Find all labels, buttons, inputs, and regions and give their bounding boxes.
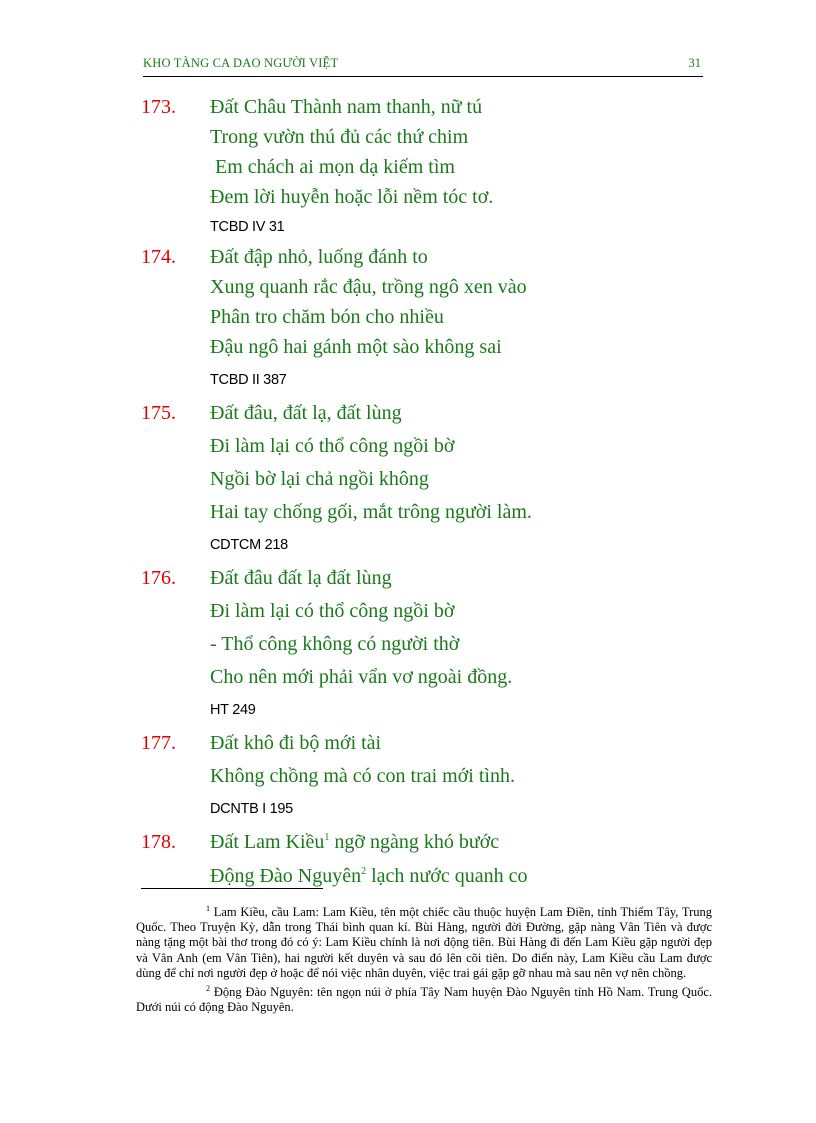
entry-number: 178.: [141, 831, 176, 853]
verse-line: Đất khô đi bộ mới tài: [210, 732, 382, 754]
entry-177: [141, 728, 711, 824]
verse-line: Trong vườn thú đủ các thứ chim: [210, 126, 469, 148]
footnotes: [136, 905, 712, 1019]
footnote-1: $^1$ Lam Kiều, cầu Lam: Lam Kiều, tên một chiếc cầu thuộc huyện Lam Điền, tỉnh Thiểm Tây, Trung Quốc. Theo Truyện Kỳ, dẫn trong Thái bình quan kí. Bùi Hàng, người đời Đường, gặp nàng Vân Tiên và được nàng tặng một bài thơ trong đó có ý: Lam Kiều chính là nơi động tiên. Bùi Hàng đi đến Lam Kiều gặp người đẹp và Vân Anh (em Vân Tiên), hai người kết duyên và sau đó lên cõi tiên. Do điển này, Lam Kiều cầu Lam được dùng để chỉ nơi người đẹp ở hoặc để nói việc nhân duyên, việc trai gái gặp gỡ nhau mà sau nên vợ nên chồng.: [136, 904, 712, 980]
verse-line: Đất đâu, đất lạ, đất lùng: [210, 402, 402, 424]
verse-line: Phân tro chăm bón cho nhiều: [210, 306, 444, 328]
source-citation: CDTCM 218: [210, 537, 288, 553]
verse-line: Đi làm lại có thổ công ngồi bờ: [210, 600, 455, 622]
verse-line: - Thổ công không có người thờ: [210, 633, 460, 655]
verse-line: Động Đào Nguyên$^2$ lạch nước quanh co: [210, 865, 528, 887]
source-citation: TCBD IV 31: [210, 219, 285, 235]
footnote-ref[interactable]: 2: [361, 866, 367, 877]
entry-number: 176.: [141, 567, 176, 589]
entry-178: [141, 827, 711, 891]
footnote-mark: 2: [206, 984, 210, 994]
verse-entries: [141, 92, 711, 891]
verse-line: Cho nên mới phải vẩn vơ ngoài đồng.: [210, 666, 513, 688]
footnote-2: $^2$ Động Đào Nguyên: tên ngọn núi ở phía Tây Nam huyện Đào Nguyên tỉnh Hồ Nam. Trung Quốc. Dưới núi có động Đào Nguyên.: [136, 984, 712, 1015]
page-number: 31: [688, 56, 701, 70]
verse-line: Đất Lam Kiều$^1$ ngỡ ngàng khó bước: [210, 831, 500, 853]
footnote-separator: [141, 888, 323, 889]
footnote-mark: 1: [206, 904, 210, 913]
entry-number: 177.: [141, 732, 176, 754]
source-citation: HT 249: [210, 702, 256, 718]
entry-175: [141, 398, 711, 560]
verse-line: Không chồng mà có con trai mới tình.: [210, 765, 515, 787]
entry-number: 173.: [141, 96, 176, 118]
verse-line: Đậu ngô hai gánh một sào không sai: [210, 336, 502, 358]
verse-line: Ngồi bờ lại chả ngồi không: [210, 468, 429, 490]
entry-174: [141, 242, 711, 395]
entry-number: 175.: [141, 402, 176, 424]
verse-line: Đem lời huyễn hoặc lỗi nềm tóc tơ.: [210, 186, 494, 208]
verse-line: Em chách ai mọn dạ kiếm tìm: [210, 156, 455, 178]
verse-line: Đất đâu đất lạ đất lùng: [210, 567, 392, 589]
running-header: [143, 56, 703, 77]
source-citation: TCBD II 387: [210, 372, 287, 388]
verse-line: Đất Châu Thành nam thanh, nữ tú: [210, 96, 483, 118]
footnote-ref[interactable]: 1: [324, 832, 330, 843]
source-citation: DCNTB I 195: [210, 801, 293, 817]
book-title: KHO TÀNG CA DAO NGƯỜI VIỆT: [143, 56, 339, 70]
verse-line: Hai tay chống gối, mắt trông người làm.: [210, 501, 532, 523]
verse-line: Xung quanh rắc đậu, trồng ngô xen vào: [210, 276, 527, 298]
verse-line: Đi làm lại có thổ công ngồi bờ: [210, 435, 455, 457]
verse-line: Đất đập nhỏ, luống đánh to: [210, 246, 428, 268]
entry-176: [141, 563, 711, 725]
entry-number: 174.: [141, 246, 176, 268]
entry-173: [141, 92, 711, 242]
